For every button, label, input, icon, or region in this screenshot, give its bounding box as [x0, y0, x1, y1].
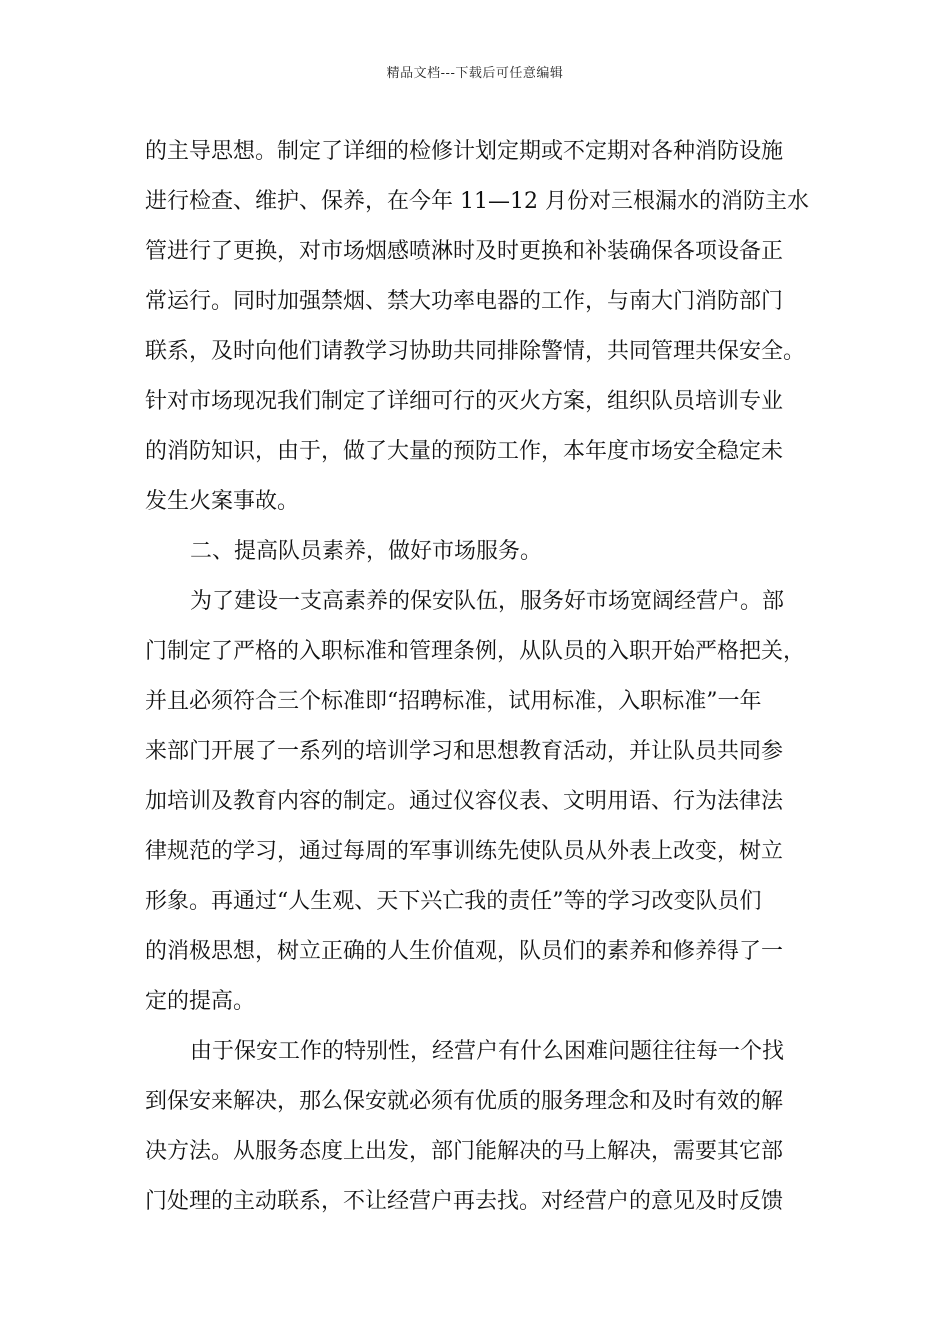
paragraph-team-quality — [145, 577, 810, 1027]
text-line: 的消防知识，由于，做了大量的预防工作，本年度市场安全稳定未 — [145, 439, 784, 464]
text-line: 的消极思想，树立正确的人生价值观，队员们的素养和修养得了一 — [145, 939, 784, 964]
text-line: 发生火案事故。 — [145, 489, 300, 514]
text-line: 来部门开展了一系列的培训学习和思想教育活动，并让队员共同参 — [145, 739, 784, 764]
text-line: 门制定了严格的入职标准和管理条例，从队员的入职开始严格把关， — [145, 639, 806, 664]
text-line: 管进行了更换，对市场烟感喷淋时及时更换和补装确保各项设备正 — [145, 239, 784, 264]
page-header: 精品文档---下载后可任意编辑 — [386, 66, 564, 81]
text-line: 进行检查、维护、保养，在今年 11—12 月份对三根漏水的消防主水 — [145, 189, 809, 214]
text-line: 门处理的主动联系，不让经营户再去找。对经营户的意见及时反馈 — [145, 1189, 784, 1214]
text-line: 律规范的学习，通过每周的军事训练先使队员从外表上改变，树立 — [145, 839, 784, 864]
text-line: 针对市场现况我们制定了详细可行的灭火方案，组织队员培训专业 — [145, 389, 784, 414]
text-line: 的主导思想。制定了详细的检修计划定期或不定期对各种消防设施 — [145, 139, 784, 164]
section-heading-text: 二、提高队员素养，做好市场服务。 — [190, 539, 543, 564]
document-body — [145, 127, 810, 1227]
text-line: 定的提高。 — [145, 989, 256, 1014]
text-line: 到保安来解决，那么保安就必须有优质的服务理念和及时有效的解 — [145, 1089, 784, 1114]
text-line: 形象。再通过“人生观、天下兴亡我的责任”等的学习改变队员们 — [145, 889, 762, 914]
text-line: 并且必须符合三个标准即“招聘标准，试用标准，入职标准”一年 — [145, 689, 762, 714]
text-line: 为了建设一支高素养的保安队伍，服务好市场宽阔经营户。部 — [190, 589, 785, 614]
text-line: 常运行。同时加强禁烟、禁大功率电器的工作，与南大门消防部门 — [145, 289, 784, 314]
paragraph-fire-safety — [145, 127, 810, 527]
paragraph-service — [145, 1027, 810, 1227]
text-line: 决方法。从服务态度上出发，部门能解决的马上解决，需要其它部 — [145, 1139, 784, 1164]
text-line: 由于保安工作的特别性，经营户有什么困难问题往往每一个找 — [190, 1039, 785, 1064]
text-line: 加培训及教育内容的制定。通过仪容仪表、文明用语、行为法律法 — [145, 789, 784, 814]
section-heading — [145, 527, 810, 577]
text-line: 联系，及时向他们请教学习协助共同排除警情，共同管理共保安全。 — [145, 339, 806, 364]
